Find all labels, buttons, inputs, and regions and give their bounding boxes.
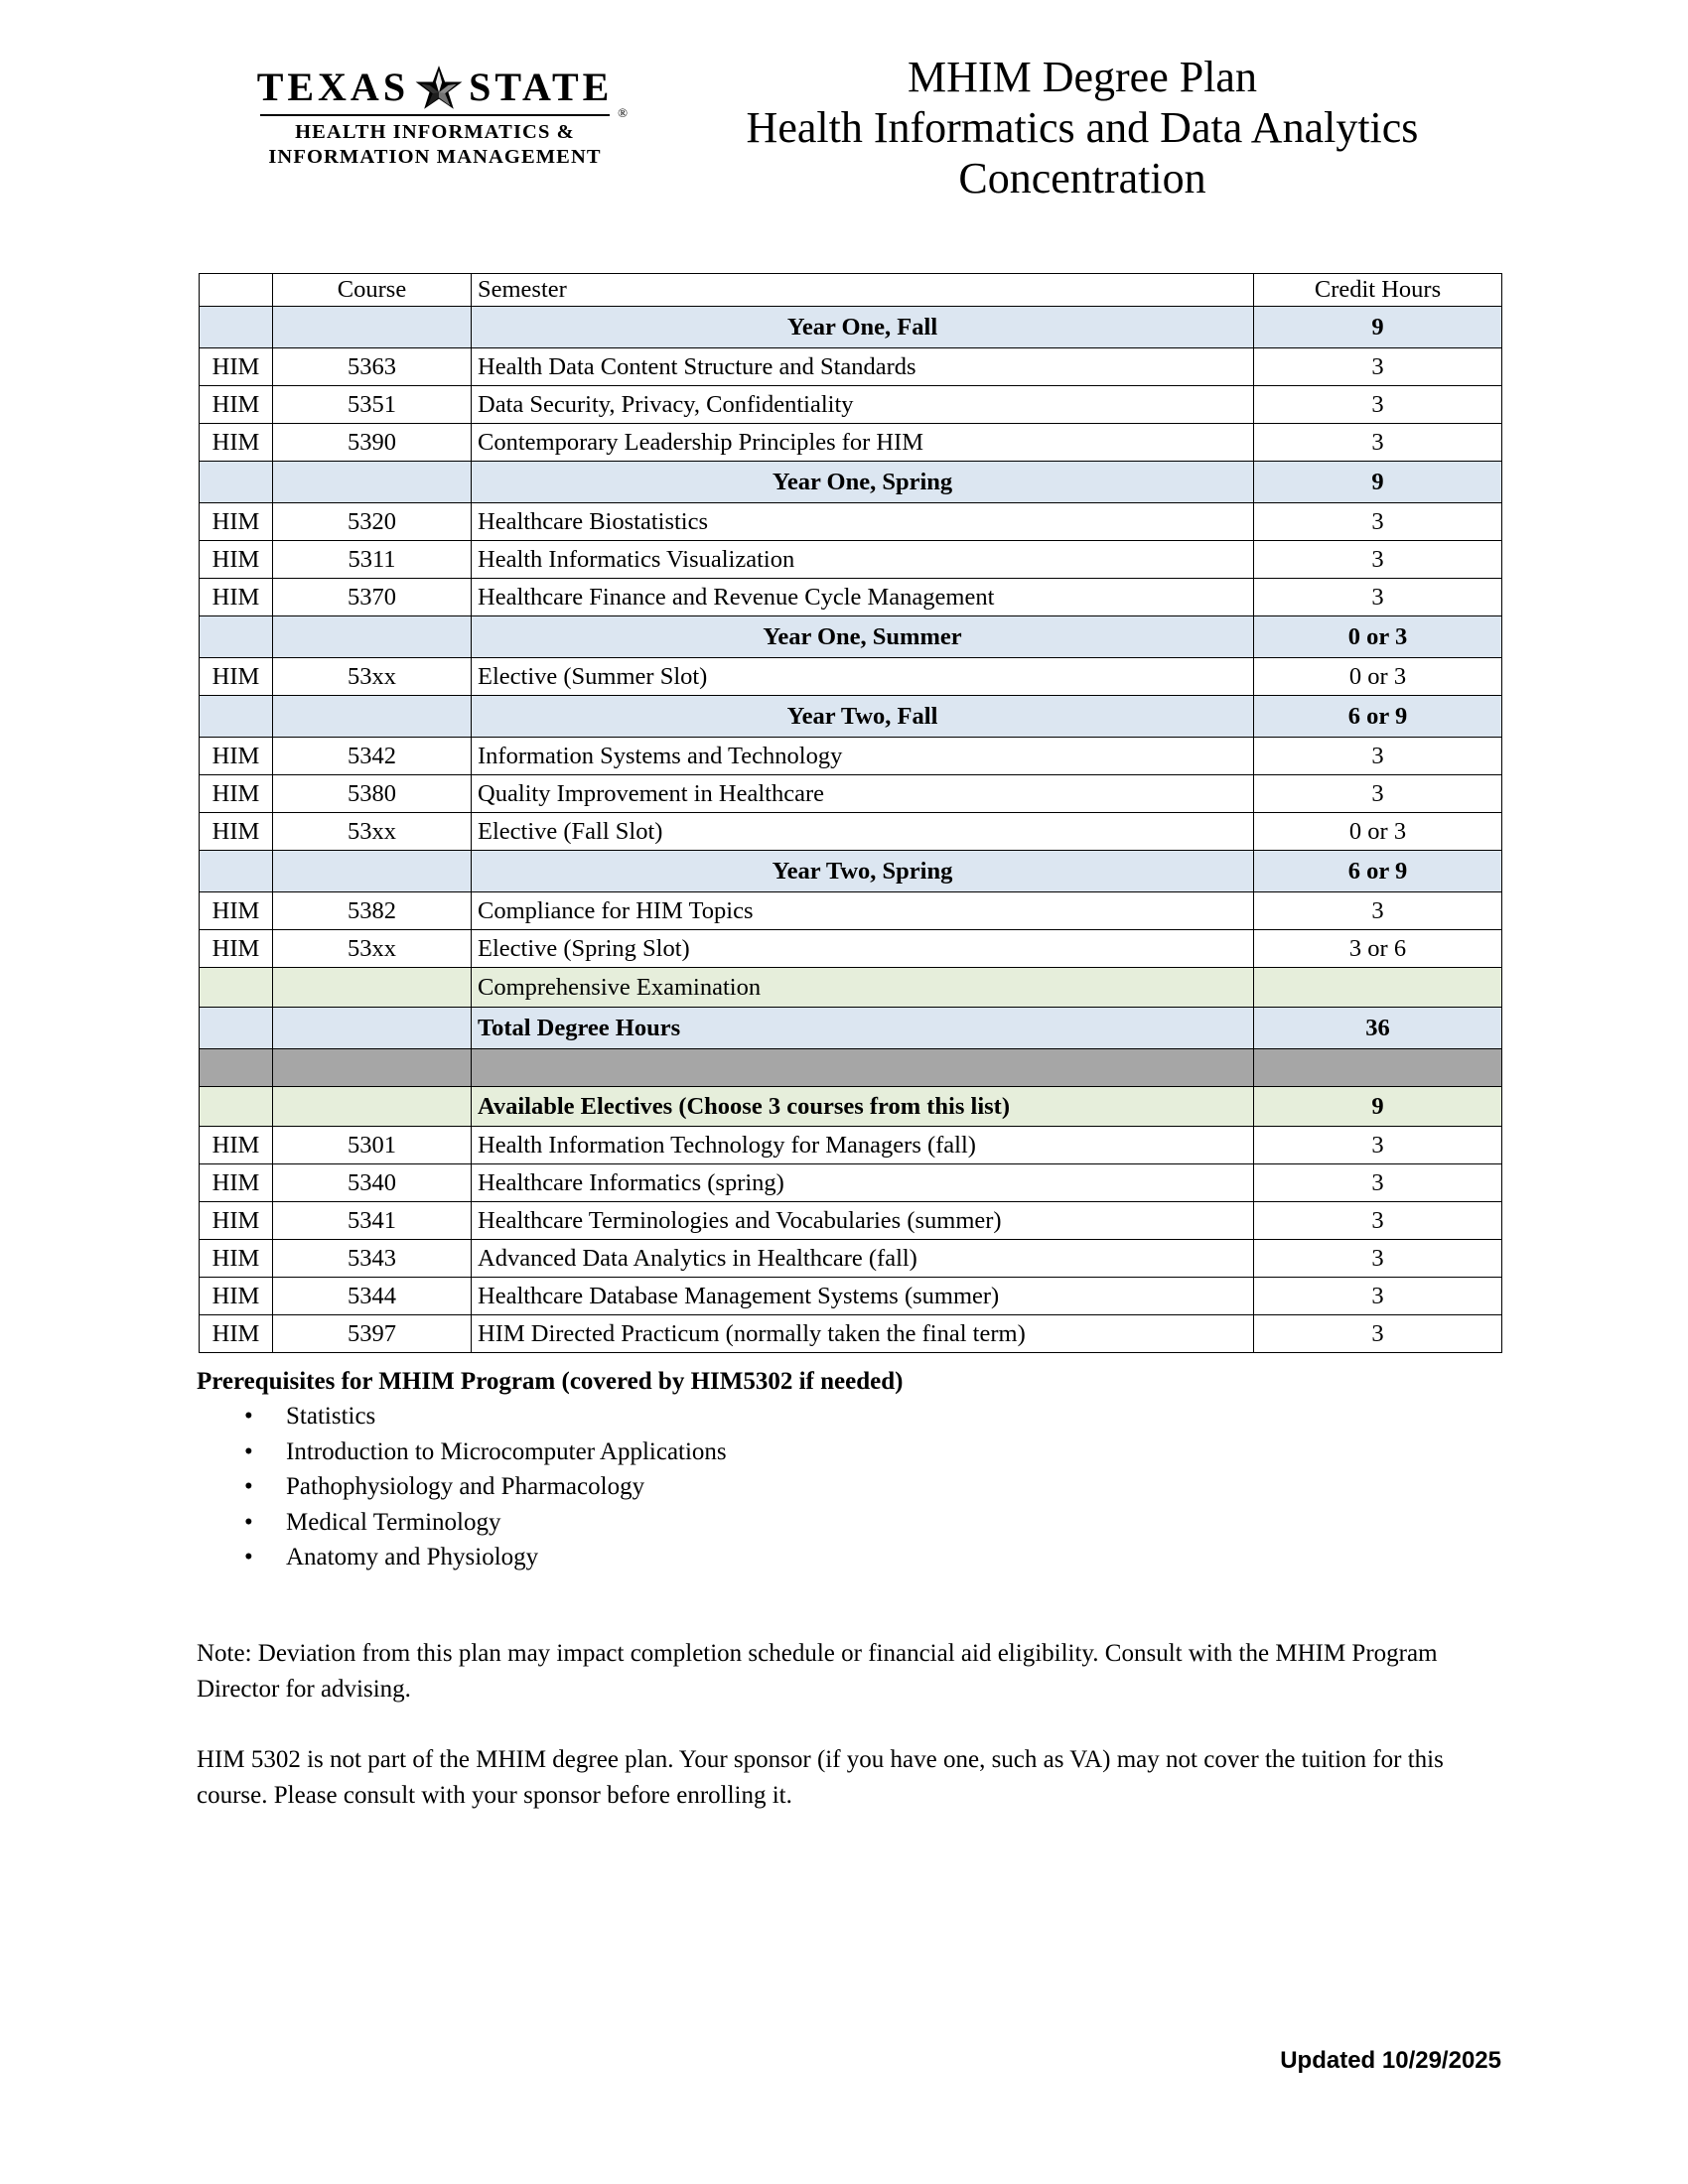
- cell-course-number: 5390: [273, 424, 472, 462]
- cell-course-title: Year One, Spring: [472, 462, 1254, 503]
- cell-course-title: Healthcare Informatics (spring): [472, 1164, 1254, 1202]
- note-paragraph: HIM 5302 is not part of the MHIM degree plan. Your sponsor (if you have one, such as VA) may not cover the tuition for this course. Please consult with your sponsor before enrolling it.: [197, 1746, 1444, 1809]
- star-icon: [413, 64, 465, 115]
- updated-date: Updated 10/29/2025: [1280, 2047, 1501, 2074]
- cell-credit-hours: [1254, 1049, 1502, 1087]
- column-header-course: Course: [273, 274, 472, 307]
- table-row: [200, 386, 1502, 424]
- cell-course-title: Health Information Technology for Managers (fall): [472, 1127, 1254, 1164]
- bullet-icon: •: [244, 1544, 253, 1570]
- cell-credit-hours: 0 or 3: [1254, 616, 1502, 658]
- cell-credit-hours: 6 or 9: [1254, 851, 1502, 892]
- cell-course-number: 5320: [273, 503, 472, 541]
- cell-course-number: 5382: [273, 892, 472, 930]
- cell-course-title: Elective (Fall Slot): [472, 813, 1254, 851]
- cell-course-prefix: HIM: [200, 1315, 273, 1353]
- cell-course-prefix: [200, 851, 273, 892]
- cell-course-title: Health Informatics Visualization: [472, 541, 1254, 579]
- cell-course-title: Quality Improvement in Healthcare: [472, 775, 1254, 813]
- cell-course-number: [273, 851, 472, 892]
- table-row-greenbold: [200, 1087, 1502, 1127]
- cell-course-title: Contemporary Leadership Principles for HIM: [472, 424, 1254, 462]
- cell-credit-hours: 6 or 9: [1254, 696, 1502, 738]
- cell-course-number: 5344: [273, 1278, 472, 1315]
- table-row: [200, 738, 1502, 775]
- cell-credit-hours: 36: [1254, 1008, 1502, 1049]
- prerequisite-item: [197, 1505, 1388, 1541]
- cell-course-title: Healthcare Finance and Revenue Cycle Management: [472, 579, 1254, 616]
- cell-course-title: Healthcare Terminologies and Vocabularies (summer): [472, 1202, 1254, 1240]
- cell-credit-hours: 3: [1254, 1278, 1502, 1315]
- cell-course-number: 5351: [273, 386, 472, 424]
- page-title-line-1: MHIM Degree Plan: [908, 53, 1257, 101]
- column-header-semester: Semester: [472, 274, 1254, 307]
- table-row-term: [200, 307, 1502, 348]
- cell-course-title: Healthcare Biostatistics: [472, 503, 1254, 541]
- table-row: [200, 579, 1502, 616]
- logo-subtitle-line-1: HEALTH INFORMATICS &: [295, 121, 575, 143]
- table-row-term: [200, 851, 1502, 892]
- cell-course-prefix: HIM: [200, 424, 273, 462]
- table-row-gapbar: [200, 1049, 1502, 1087]
- cell-course-title: Elective (Summer Slot): [472, 658, 1254, 696]
- table-row: [200, 813, 1502, 851]
- cell-course-title: Year One, Summer: [472, 616, 1254, 658]
- cell-course-number: 5343: [273, 1240, 472, 1278]
- cell-course-number: 5341: [273, 1202, 472, 1240]
- bullet-icon: •: [244, 1437, 253, 1465]
- prerequisite-item: [197, 1540, 1388, 1575]
- prerequisites-section: [197, 1368, 1388, 1575]
- cell-course-number: [273, 462, 472, 503]
- cell-credit-hours: [1254, 968, 1502, 1008]
- cell-course-prefix: HIM: [200, 813, 273, 851]
- texas-state-logo: [246, 62, 628, 170]
- cell-course-title: Advanced Data Analytics in Healthcare (fall): [472, 1240, 1254, 1278]
- prerequisite-item: [197, 1434, 1388, 1470]
- table-row-term: [200, 696, 1502, 738]
- cell-course-number: 5342: [273, 738, 472, 775]
- table-row: [200, 1278, 1502, 1315]
- cell-course-number: 53xx: [273, 658, 472, 696]
- table-row-term: [200, 616, 1502, 658]
- cell-course-prefix: HIM: [200, 930, 273, 968]
- cell-course-number: [273, 1049, 472, 1087]
- cell-course-prefix: [200, 1008, 273, 1049]
- cell-course-prefix: [200, 616, 273, 658]
- cell-credit-hours: 3: [1254, 1127, 1502, 1164]
- logo-word-state: STATE: [469, 65, 614, 109]
- prerequisite-label: Anatomy and Physiology: [286, 1544, 539, 1570]
- cell-course-number: 5301: [273, 1127, 472, 1164]
- cell-credit-hours: 3: [1254, 579, 1502, 616]
- cell-course-number: 53xx: [273, 930, 472, 968]
- table-body: [200, 307, 1502, 1353]
- cell-credit-hours: 3: [1254, 424, 1502, 462]
- table-row: [200, 1164, 1502, 1202]
- cell-course-number: [273, 968, 472, 1008]
- logo-word-texas: TEXAS: [256, 65, 410, 109]
- prerequisite-label: Pathophysiology and Pharmacology: [286, 1473, 645, 1500]
- cell-credit-hours: 3: [1254, 738, 1502, 775]
- cell-course-title: HIM Directed Practicum (normally taken the final term): [472, 1315, 1254, 1353]
- cell-course-prefix: HIM: [200, 1240, 273, 1278]
- cell-course-prefix: HIM: [200, 348, 273, 386]
- note-paragraph: Note: Deviation from this plan may impact completion schedule or financial aid eligibility. Consult with the MHIM Program Director for advising.: [197, 1640, 1438, 1703]
- prerequisite-item: [197, 1469, 1388, 1505]
- page-title-line-2: Health Informatics and Data Analytics: [746, 103, 1419, 153]
- bullet-icon: •: [244, 1508, 253, 1536]
- cell-credit-hours: 3: [1254, 1164, 1502, 1202]
- cell-credit-hours: 9: [1254, 462, 1502, 503]
- table-row: [200, 892, 1502, 930]
- cell-course-number: 5311: [273, 541, 472, 579]
- cell-course-prefix: HIM: [200, 503, 273, 541]
- cell-course-number: [273, 307, 472, 348]
- table-header-row: [200, 274, 1502, 307]
- table-row: [200, 1315, 1502, 1353]
- cell-credit-hours: 0 or 3: [1254, 813, 1502, 851]
- table-row: [200, 348, 1502, 386]
- page-title-line-3: Concentration: [958, 154, 1206, 204]
- cell-credit-hours: 3: [1254, 1240, 1502, 1278]
- cell-course-prefix: [200, 1049, 273, 1087]
- cell-credit-hours: 0 or 3: [1254, 658, 1502, 696]
- table-row-term: [200, 462, 1502, 503]
- bullet-icon: •: [244, 1403, 253, 1430]
- document-header: [0, 52, 1688, 250]
- column-header-credit-hours: Credit Hours: [1254, 274, 1502, 307]
- cell-course-number: 53xx: [273, 813, 472, 851]
- cell-course-title: Health Data Content Structure and Standards: [472, 348, 1254, 386]
- registered-trademark-icon: ®: [618, 105, 628, 120]
- cell-credit-hours: 3: [1254, 386, 1502, 424]
- cell-course-prefix: HIM: [200, 541, 273, 579]
- prerequisites-list: [197, 1399, 1388, 1575]
- cell-course-title: Information Systems and Technology: [472, 738, 1254, 775]
- table-row: [200, 424, 1502, 462]
- prerequisite-label: Medical Terminology: [286, 1508, 501, 1536]
- prerequisite-item: [197, 1399, 1388, 1434]
- cell-course-number: 5397: [273, 1315, 472, 1353]
- cell-credit-hours: 9: [1254, 1087, 1502, 1127]
- cell-course-title: [472, 1049, 1254, 1087]
- cell-credit-hours: 9: [1254, 307, 1502, 348]
- cell-credit-hours: 3: [1254, 775, 1502, 813]
- bullet-icon: •: [244, 1473, 253, 1500]
- cell-credit-hours: 3: [1254, 1202, 1502, 1240]
- cell-course-title: Elective (Spring Slot): [472, 930, 1254, 968]
- cell-course-prefix: HIM: [200, 386, 273, 424]
- cell-course-title: Available Electives (Choose 3 courses from this list): [472, 1087, 1254, 1127]
- cell-course-prefix: [200, 1087, 273, 1127]
- table-row-green: [200, 968, 1502, 1008]
- cell-credit-hours: 3: [1254, 541, 1502, 579]
- prerequisite-label: Statistics: [286, 1403, 376, 1430]
- cell-course-number: [273, 616, 472, 658]
- cell-course-prefix: HIM: [200, 1127, 273, 1164]
- cell-course-title: Data Security, Privacy, Confidentiality: [472, 386, 1254, 424]
- table-header: [200, 274, 1502, 307]
- column-header-spacer: [200, 274, 273, 307]
- prerequisite-label: Introduction to Microcomputer Applications: [286, 1437, 727, 1465]
- table-row: [200, 1240, 1502, 1278]
- table-row: [200, 658, 1502, 696]
- notes-section: [197, 1636, 1487, 1848]
- cell-course-number: [273, 696, 472, 738]
- cell-course-number: [273, 1087, 472, 1127]
- cell-course-number: 5380: [273, 775, 472, 813]
- cell-course-prefix: [200, 307, 273, 348]
- cell-credit-hours: 3: [1254, 348, 1502, 386]
- cell-course-title: Compliance for HIM Topics: [472, 892, 1254, 930]
- cell-course-prefix: HIM: [200, 775, 273, 813]
- cell-course-title: Total Degree Hours: [472, 1008, 1254, 1049]
- page-title: [635, 52, 1529, 204]
- cell-credit-hours: 3 or 6: [1254, 930, 1502, 968]
- cell-course-number: 5340: [273, 1164, 472, 1202]
- table-row: [200, 541, 1502, 579]
- cell-course-prefix: HIM: [200, 1202, 273, 1240]
- cell-course-prefix: HIM: [200, 892, 273, 930]
- cell-course-prefix: [200, 462, 273, 503]
- cell-credit-hours: 3: [1254, 892, 1502, 930]
- degree-plan-table: [199, 273, 1502, 1353]
- logo-subtitle-line-2: INFORMATION MANAGEMENT: [268, 146, 602, 168]
- table-row: [200, 1202, 1502, 1240]
- cell-course-prefix: HIM: [200, 738, 273, 775]
- table-row: [200, 1127, 1502, 1164]
- table-row: [200, 775, 1502, 813]
- cell-course-prefix: [200, 696, 273, 738]
- cell-course-prefix: HIM: [200, 658, 273, 696]
- cell-course-title: Year Two, Fall: [472, 696, 1254, 738]
- cell-course-number: [273, 1008, 472, 1049]
- cell-course-title: Healthcare Database Management Systems (summer): [472, 1278, 1254, 1315]
- cell-course-prefix: [200, 968, 273, 1008]
- logo-wordmark: [246, 62, 624, 113]
- cell-course-number: 5363: [273, 348, 472, 386]
- cell-course-title: Year Two, Spring: [472, 851, 1254, 892]
- cell-course-title: Year One, Fall: [472, 307, 1254, 348]
- logo-divider-rule: [260, 105, 628, 120]
- table-row: [200, 503, 1502, 541]
- cell-credit-hours: 3: [1254, 1315, 1502, 1353]
- cell-credit-hours: 3: [1254, 503, 1502, 541]
- cell-course-prefix: HIM: [200, 1278, 273, 1315]
- prerequisites-heading: Prerequisites for MHIM Program (covered by HIM5302 if needed): [197, 1368, 904, 1395]
- footer: [0, 2047, 1501, 2075]
- cell-course-title: Comprehensive Examination: [472, 968, 1254, 1008]
- cell-course-number: 5370: [273, 579, 472, 616]
- table-row: [200, 930, 1502, 968]
- cell-course-prefix: HIM: [200, 579, 273, 616]
- table-row-total: [200, 1008, 1502, 1049]
- cell-course-prefix: HIM: [200, 1164, 273, 1202]
